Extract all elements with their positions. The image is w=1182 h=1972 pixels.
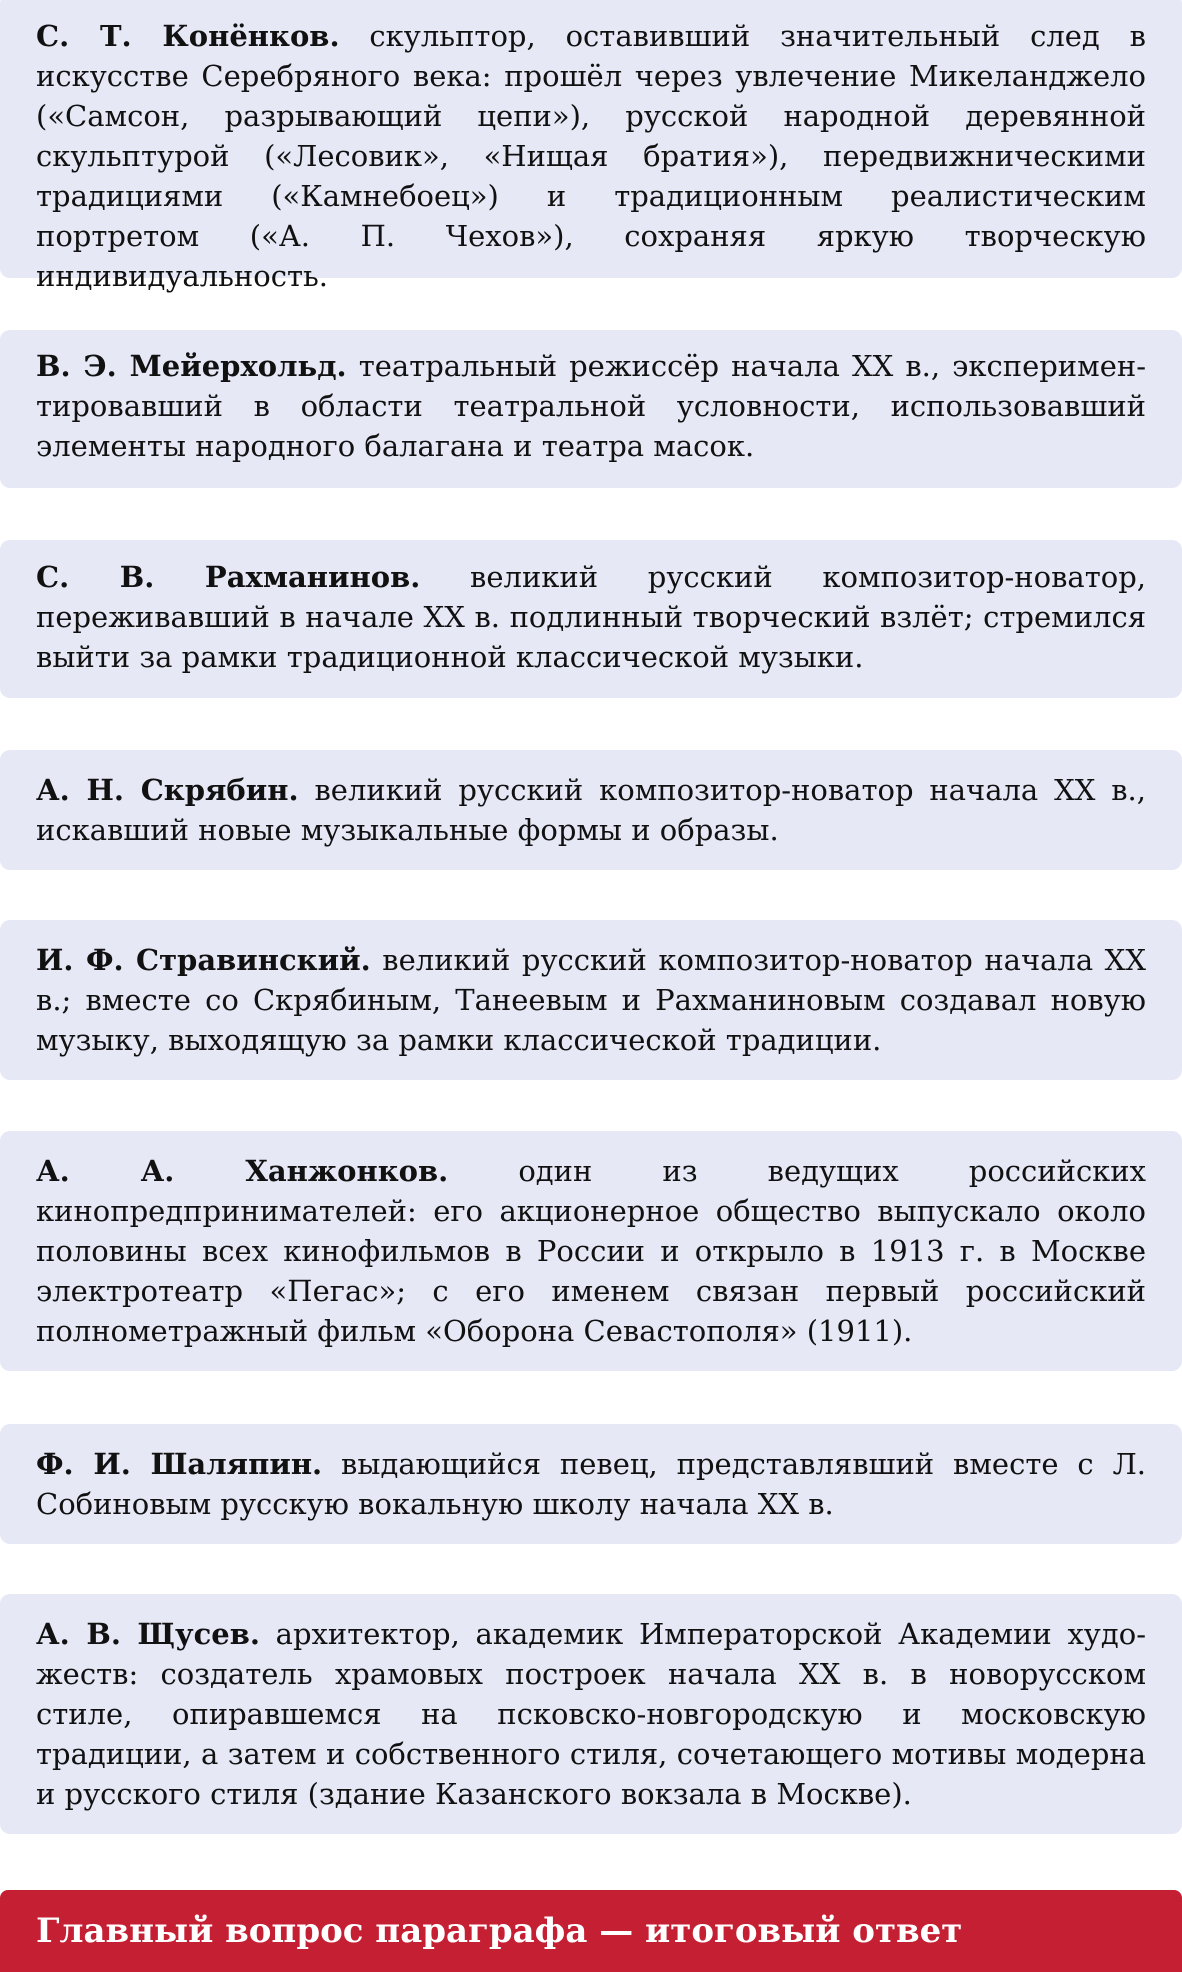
entry-card-chaliapin bbox=[0, 1424, 1182, 1544]
entry-text bbox=[36, 1614, 1146, 1814]
entry-name: А. А. Ханжонков. bbox=[36, 1154, 449, 1188]
entry-text bbox=[36, 346, 1146, 466]
entry-description: великий русский композитор-новатор, переживавший в начале XX в. подлинный творческий взлёт; стремился выйти за рамки традиционной классической музыки. bbox=[36, 560, 1146, 674]
entry-card-scriabin bbox=[0, 750, 1182, 870]
entry-text bbox=[36, 1444, 1146, 1524]
entry-text bbox=[36, 557, 1146, 677]
entry-name: С. В. Рахманинов. bbox=[36, 560, 421, 594]
entry-card-shchusev bbox=[0, 1594, 1182, 1834]
entry-description: выдающийся певец, представлявший вместе с Л. Собиновым русскую вокальную школу начала XX в. bbox=[36, 1447, 1146, 1521]
entry-description: театральный режиссёр начала XX в., экспериментировавший в области театральной условности, использовавший элементы народного балагана и театра масок. bbox=[36, 349, 1146, 463]
section-title: Главный вопрос параграфа — итоговый ответ bbox=[36, 1911, 963, 1951]
entry-name: И. Ф. Стравинский. bbox=[36, 943, 371, 977]
entry-name: Ф. И. Шаляпин. bbox=[36, 1447, 323, 1481]
entry-card-khanzhonkov bbox=[0, 1131, 1182, 1371]
entry-name: А. Н. Скрябин. bbox=[36, 773, 299, 807]
entry-name: С. Т. Конёнков. bbox=[36, 19, 340, 53]
entry-name: А. В. Щусев. bbox=[36, 1617, 260, 1651]
entry-card-konenkov bbox=[0, 0, 1182, 293]
entry-text bbox=[36, 940, 1146, 1060]
entry-text bbox=[36, 16, 1146, 296]
entry-description: великий русский композитор-новатор начала XX в.; вместе со Скрябиным, Танеевым и Рахманиновым создавал новую музыку, выходящую за рамки классической традиции. bbox=[36, 943, 1146, 1057]
entry-description: великий русский композитор-новатор начала XX в., искавший новые музыкальные формы и образы. bbox=[36, 773, 1146, 847]
entry-card-rachmaninoff bbox=[0, 540, 1182, 698]
entry-description: архитектор, академик Императорской Академии художеств: создатель храмовых построек начала XX в. в новорусском стиле, опиравшемся на псковско-новгородскую и московскую традиции, а затем и собственного стиля, сочетающего мотивы модерна и русского стиля (здание Казанского вокзала в Москве). bbox=[36, 1617, 1146, 1811]
entry-description: скульптор, оставивший значительный след в искусстве Серебряного века: прошёл через увлечение Микеланджело («Самсон, разрывающий цепи»), русской народной деревянной скульптурой («Лесовик», «Нищая братия»), передвижническими традициями («Камнебоец») и традиционным реалистическим портретом («А. П. Чехов»), сохраняя яркую творческую индивидуальность. bbox=[36, 19, 1146, 293]
entry-card-meyerhold bbox=[0, 330, 1182, 488]
entry-text bbox=[36, 770, 1146, 850]
entry-text bbox=[36, 1151, 1146, 1351]
entry-name: В. Э. Мейерхольд. bbox=[36, 349, 347, 383]
entry-card-stravinsky bbox=[0, 920, 1182, 1080]
entry-description: один из ведущих российских кинопредпринимателей: его акционерное общество выпускало около половины всех кинофильмов в России и открыло в 1913 г. в Москве электротеатр «Пегас»; с его именем связан первый российский полнометражный фильм «Оборона Севастополя» (1911). bbox=[36, 1154, 1146, 1348]
section-banner bbox=[0, 1890, 1182, 1972]
